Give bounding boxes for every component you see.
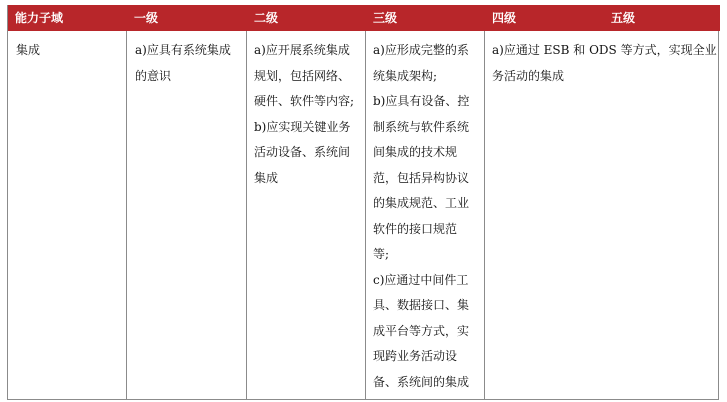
cell-line: 成平台等方式，实 — [373, 323, 470, 338]
cell-level-3 — [373, 38, 469, 395]
cell-level-2 — [254, 38, 354, 191]
cell-line: 软件的接口规范 — [373, 221, 458, 236]
cell-line: a)应具有系统集成 — [135, 43, 231, 57]
cell-line: 现跨业务活动设 — [373, 349, 458, 363]
cell-line: 统集成架构; — [373, 68, 438, 83]
column-divider — [365, 31, 366, 399]
header-level-4: 四级 — [492, 11, 517, 25]
cell-line: c)应通过中间件工 — [373, 272, 469, 287]
cell-line: b)应具有设备、控 — [373, 94, 470, 108]
cell-line: a)应开展系统集成 — [254, 43, 350, 57]
column-divider — [126, 31, 127, 399]
cell-domain — [16, 38, 40, 64]
table-header-row — [8, 5, 720, 31]
cell-level-4 — [492, 38, 717, 89]
header-level-2: 二级 — [254, 11, 279, 25]
cell-level-1 — [135, 38, 231, 89]
cell-line: 集成 — [254, 170, 279, 185]
cell-line: 硬件、软件等内容; — [254, 94, 355, 108]
cell-line: a)应通过 ESB 和 ODS 等方式，实现全业 — [492, 43, 717, 57]
header-level-3: 三级 — [373, 11, 398, 25]
cell-line: 备、系统间的集成 — [373, 374, 470, 389]
cell-line: 的集成规范、工业 — [373, 196, 470, 210]
cell-line: 的意识 — [135, 68, 172, 83]
cell-line: 具、数据接口、集 — [373, 298, 470, 312]
cell-line: 间集成的技术规 — [373, 145, 458, 159]
cell-line: 规划，包括网络、 — [254, 68, 351, 83]
cell-line: 务活动的集成 — [492, 68, 565, 83]
column-divider — [246, 31, 247, 399]
column-divider — [484, 31, 485, 399]
cell-line: b)应实现关键业务 — [254, 119, 351, 134]
header-level-1: 一级 — [134, 11, 159, 25]
cell-line: 等; — [373, 247, 390, 261]
cell-line: 集成 — [16, 43, 41, 57]
capability-table — [7, 5, 719, 400]
cell-line: 范，包括异构协议 — [373, 170, 470, 185]
header-capability-subdomain: 能力子域 — [15, 11, 64, 25]
cell-line: 活动设备、系统间 — [254, 145, 351, 159]
header-level-5: 五级 — [611, 11, 636, 25]
cell-line: a)应形成完整的系 — [373, 43, 469, 57]
cell-line: 制系统与软件系统 — [373, 119, 470, 134]
